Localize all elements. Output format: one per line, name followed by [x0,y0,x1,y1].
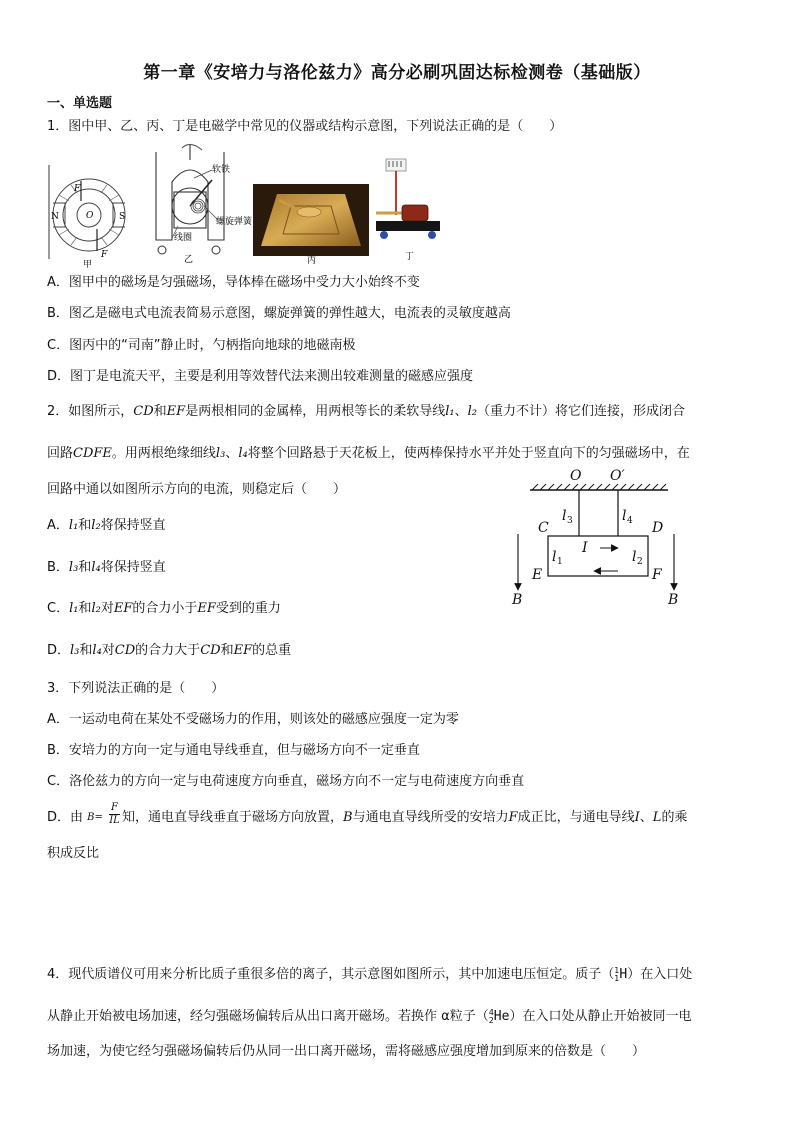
q2-option-text: 的总重 [252,643,292,658]
q4-line-3: 场加速，为使它经匀强磁场偏转后仍从同一出口离开磁场，需将磁感应强度增加到原来的倍数是（ ） [47,1044,646,1059]
fig-yi-iron-label: 软铁 [212,165,231,175]
q2-var-l3: l₃ [215,446,226,461]
q3-option-d-line-2: 积成反比 [47,846,100,861]
diagram-label-current: I [582,540,588,556]
fig-yi-caption: 乙 [184,255,194,265]
q2-text: 、 [225,446,239,461]
q4-text: ）在入口处从静止开始被同一电 [509,1009,692,1024]
formula-eq: = [94,812,103,823]
q2-var-l4: l₄ [92,643,102,658]
q3-option-text: 、 [639,810,653,825]
q2-option-text: 的合力小于 [132,601,198,616]
q1-figure-jia [47,155,127,270]
q2-option-text: 和 [78,601,92,616]
q2-var-l2: l₂ [91,518,101,533]
diagram-label-l2: l [632,549,637,565]
q2-text: 是两根相同的金属棒，用两根等长的柔软导线 [185,404,446,419]
q4-text: ）在入口处 [627,967,693,982]
q3-var-f: F [508,810,518,825]
diagram-sub-2: 2 [637,557,643,567]
q3-option-d [47,802,687,832]
fig-jia-f1-label: F [74,184,81,194]
fig-yi-spring-label: 螺旋弹簧 [216,217,253,227]
q2-text: 、 [454,404,468,419]
q2-var-cdfe: CDFE [73,446,112,461]
q3-option-text: 知，通电直导线垂直于磁场方向放置， [122,810,344,825]
fig-jia-o-label: O [86,211,94,221]
q4-line-1 [47,966,692,984]
diagram-label-o-prime: O′ [610,468,625,484]
q2-option-text: 和 [79,643,93,658]
q2-line-2 [47,445,690,463]
fig-jia-s-label: S [119,212,126,222]
q3-option-text: 与通电直导线所受的安培力 [352,810,509,825]
q3-option-c: C．洛伦兹力的方向一定与电荷速度方向垂直，磁场方向不一定与电荷速度方向垂直 [47,774,525,789]
section-heading: 一、单选题 [47,96,113,111]
fig-jia-n-label: N [51,212,59,222]
q2-var-cd: CD [114,643,136,658]
q2-text: 2．如图所示， [47,404,134,419]
q2-var-l1: l₁ [445,404,455,419]
q2-option-text: B． [47,560,69,575]
q1-option-a: A．图甲中的磁场是匀强磁场，导体棒在磁场中受力大小始终不变 [47,275,420,290]
q2-var-ef: EF [233,643,253,658]
diagram-label-l3: l [562,508,567,524]
q2-option-text: 的合力大于 [135,643,201,658]
diagram-label-d: D [652,520,664,536]
q2-text: 将整个回路悬于天花板上，使两棒保持水平并处于竖直向下的匀强磁场中，在 [247,446,690,461]
q2-option-b [47,559,166,577]
q2-option-text: 对 [100,601,114,616]
q2-var-cd: CD [200,643,221,658]
q2-text: 和 [153,404,167,419]
q2-line-1 [47,403,685,421]
q3-var-i: I [634,810,640,825]
formula-numerator: F [111,802,118,813]
q2-var-l3: l₃ [70,643,80,658]
q2-text: 。用两根绝缘细线 [111,446,216,461]
q2-option-text: 和 [78,560,92,575]
q1-stem: 1．图中甲、乙、丙、丁是电磁学中常见的仪器或结构示意图，下列说法正确的是（ ） [47,119,563,134]
q2-var-l2: l₂ [467,404,477,419]
q2-option-text: 对 [101,643,115,658]
fig-jia-f2-label: F [101,250,108,260]
q2-circuit-diagram [508,466,698,608]
q2-var-l1: l₁ [68,518,79,533]
q3-var-b: B [343,810,353,825]
q2-option-text: D． [47,643,71,658]
q2-var-l4: l₄ [238,446,248,461]
formula-b: B [87,812,95,823]
q3-option-text: 的乘 [661,810,688,825]
q3-stem: 3．下列说法正确的是（ ） [47,681,225,696]
q3-formula-b [87,809,103,827]
nuclide-mass-number: 4 [488,1007,494,1017]
q2-text: 回路 [47,446,74,461]
fig-jia-caption: 甲 [83,260,93,270]
q2-var-ef: EF [113,601,133,616]
q3-option-text: D．由 [47,810,84,825]
q2-option-c [47,600,281,618]
q2-option-d [47,642,291,660]
q2-option-text: A． [47,518,69,533]
q2-option-text: 将保持竖直 [100,518,166,533]
q2-line-3: 回路中通以如图所示方向的电流，则稳定后（ ） [47,482,347,497]
nuclide-atomic-number: 1 [614,973,620,983]
diagram-label-l4: l [622,508,627,524]
q2-var-ef: EF [197,601,216,616]
formula-denominator: IL [109,815,120,826]
q1-figure-ding [372,155,444,265]
q2-option-text: 受到的重力 [215,601,281,616]
q4-text: 4．现代质谱仪可用来分析比质子重很多倍的离子，其示意图如图所示，其中加速电压恒定。质子（ [47,967,615,982]
q2-var-cd: CD [133,404,154,419]
q2-var-l1: l₁ [69,601,79,616]
q3-option-text: 成正比，与通电导线 [517,810,635,825]
q3-var-l: L [652,810,662,825]
diagram-sub-3: 3 [567,516,573,526]
page-title: 第一章《安培力与洛伦兹力》高分必刷巩固达标检测卷（基础版） [143,63,651,83]
diagram-label-b-right: B [668,592,679,608]
q2-var-ef: EF [166,404,186,419]
q4-text: 从静止开始被电场加速，经匀强磁场偏转后从出口离开磁场。若换作 α粒子（ [47,1009,489,1024]
fig-yi-coil-label: 线圈 [174,233,193,243]
diagram-sub-4: 4 [627,516,633,526]
nuclide-element: He [493,1009,510,1024]
nuclide-mass-number: 1 [614,965,620,975]
q1-option-b: B．图乙是磁电式电流表简易示意图，螺旋弹簧的弹性越大，电流表的灵敏度越高 [47,306,511,321]
diagram-sub-1: 1 [557,557,563,567]
q2-option-text: 和 [220,643,234,658]
q4-line-2 [47,1008,691,1026]
q1-figure-bing [253,184,369,264]
q1-figure-yi [132,142,252,266]
q2-var-l3: l₃ [68,560,79,575]
fig-ding-caption: 丁 [405,252,415,262]
q2-option-text: C． [47,601,70,616]
q2-var-l4: l₄ [91,560,101,575]
diagram-label-c: C [538,520,549,536]
fig-bing-caption: 丙 [307,256,317,266]
q3-formula-fraction [109,802,120,827]
q2-text: （重力不计）将它们连接，形成闭合 [476,404,685,419]
q2-option-a [47,517,166,535]
q2-var-l2: l₂ [91,601,101,616]
q1-option-c: C．图丙中的“司南”静止时，勺柄指向地球的地磁南极 [47,338,356,353]
nuclide-element: H [619,967,628,982]
diagram-label-b-left: B [512,592,523,608]
diagram-label-e: E [532,567,543,583]
q2-option-text: 将保持竖直 [100,560,166,575]
q1-option-d: D．图丁是电流天平，主要是利用等效替代法来测出较难测量的磁感应强度 [47,369,474,384]
diagram-label-o: O [570,468,582,484]
q2-option-text: 和 [78,518,92,533]
q3-option-b: B．安培力的方向一定与通电导线垂直，但与磁场方向不一定垂直 [47,743,420,758]
nuclide-atomic-number: 2 [488,1015,494,1025]
diagram-label-f: F [652,567,662,583]
q3-option-a: A．一运动电荷在某处不受磁场力的作用，则该处的磁感应强度一定为零 [47,712,459,727]
diagram-label-l1: l [552,549,557,565]
